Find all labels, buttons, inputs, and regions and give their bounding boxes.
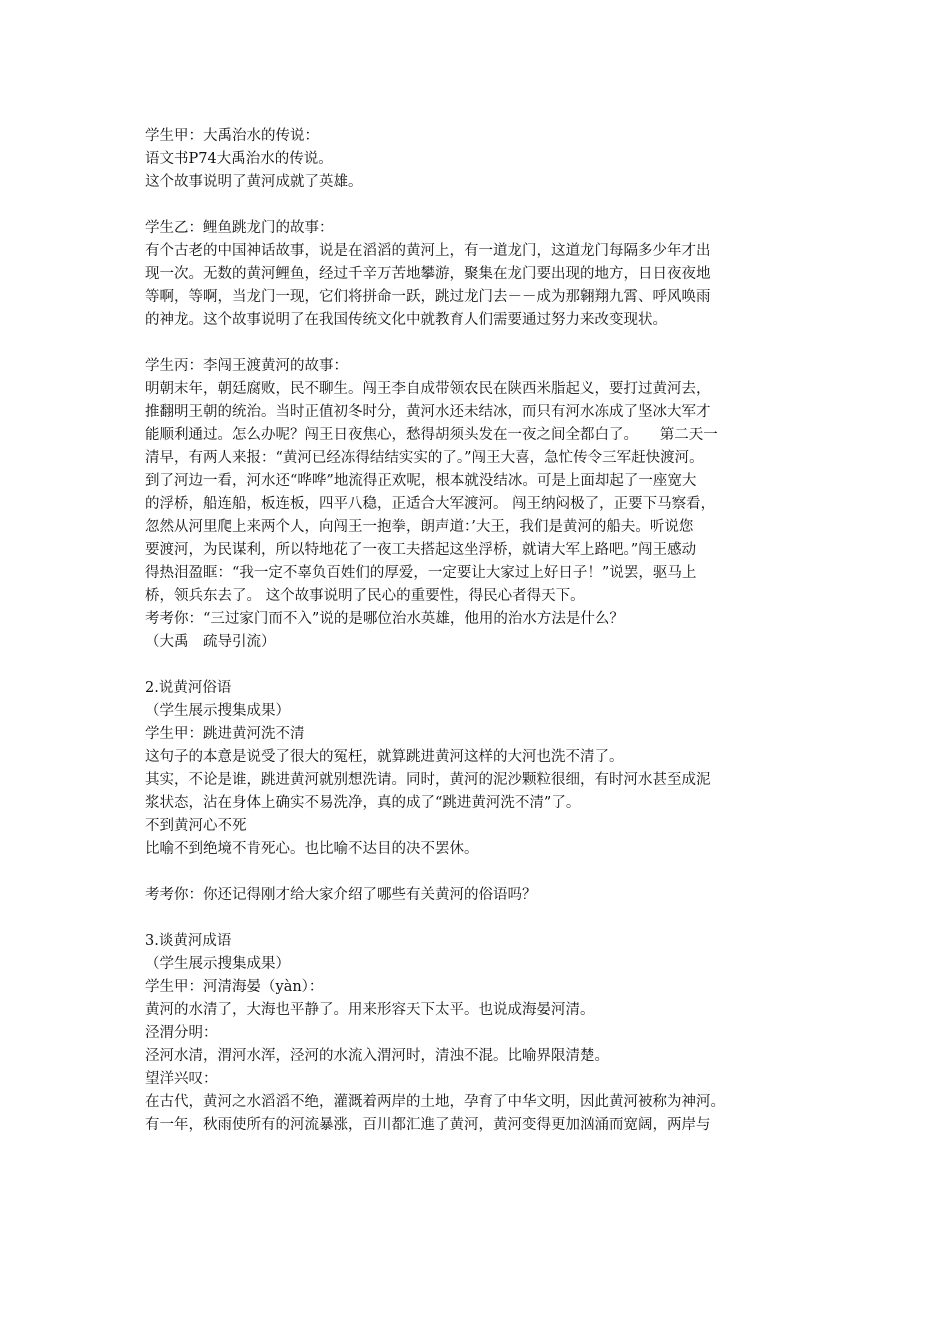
text-line: 比喻不到绝境不肯死心。也比喻不达目的决不罢休。 (145, 841, 479, 857)
text-line: 学生乙：鲤鱼跳龙门的故事： (145, 220, 334, 236)
text-line: 2.说黄河俗语 (145, 680, 232, 696)
text-line: 推翻明王朝的统治。当时正值初冬时分，黄河水还未结冰，而只有河水冻成了坚冰大军才 (145, 404, 711, 420)
text-line: 有一年，秋雨使所有的河流暴涨，百川都汇進了黄河，黄河变得更加汹涌而宽阔，两岸与 (145, 1117, 711, 1133)
text-line: 这句子的本意是说受了很大的冤枉，就算跳进黄河这样的大河也洗不清了。 (145, 749, 624, 765)
text-line: 等啊，等啊，当龙门一现，它们将拼命一跃，跳过龙门去－－成为那翱翔九霄、呼风唤雨 (145, 289, 711, 305)
text-line: 望洋兴叹： (145, 1071, 218, 1087)
text-line: 其实，不论是谁，跳进黄河就别想洗请。同时，黄河的泥沙颗粒很细，有时河水甚至成泥 (145, 772, 711, 788)
text-line: 不到黄河心不死 (145, 818, 247, 834)
text-line: 清早，有两人来报：“黄河已经冻得结结实实的了。”闯王大喜，急忙传令三军赶快渡河。 (145, 450, 704, 466)
paragraph-gap (145, 194, 815, 217)
text-line: 语文书P74大禹治水的传说。 (145, 151, 333, 167)
text-line: 忽然从河里爬上来两个人，向闯王一抱拳，朗声道：’大王，我们是黄河的船夫。听说您 (145, 519, 694, 535)
text-line: 能顺利通过。怎么办呢？闯王日夜焦心，愁得胡须头发在一夜之间全都白了。 第二天一 (145, 427, 718, 443)
paragraph-gap (145, 654, 815, 677)
text-line: 有个古老的中国神话故事，说是在滔滔的黄河上，有一道龙门，这道龙门每隔多少年才出 (145, 243, 711, 259)
paragraph-gap (145, 907, 815, 930)
text-line: 学生甲：大禹治水的传说： (145, 128, 319, 144)
text-line: 3.谈黄河成语 (145, 933, 232, 949)
text-line: 要渡河，为民谋利，所以特地花了一夜工夫搭起这坐浮桥，就请大军上路吧。”闯王感动 (145, 542, 697, 558)
text-line: 泾河水清，渭河水浑，泾河的水流入渭河时，清浊不混。比喻界限清楚。 (145, 1048, 609, 1064)
paragraph-gap (145, 861, 815, 884)
text-line: 的浮桥，船连船，板连板，四平八稳，正适合大军渡河。 闯王纳闷极了，正要下马察看， (145, 496, 716, 512)
text-line: 得热泪盈眶：“我一定不辜负百姓们的厚爱，一定要让大家过上好日子！”说罢，驱马上 (145, 565, 697, 581)
text-line: 桥，领兵东去了。 这个故事说明了民心的重要性，得民心者得天下。 (145, 588, 585, 604)
text-line: （大禹 疏导引流） (145, 634, 276, 650)
text-line: 浆状态，沾在身体上确实不易洗净，真的成了“跳进黄河洗不清”了。 (145, 795, 581, 811)
text-line: 考考你：“三过家门而不入”说的是哪位治水英雄，他用的治水方法是什么？ (145, 611, 624, 627)
text-line: 现一次。无数的黄河鲤鱼，经过千辛万苦地攀游，聚集在龙门要出现的地方，日日夜夜地 (145, 266, 711, 282)
text-line: 的神龙。这个故事说明了在我国传统文化中就教育人们需要通过努力来改变现状。 (145, 312, 667, 328)
text-line: 到了河边一看，河水还“哗哗”地流得正欢呢，根本就没结冰。可是上面却起了一座宽大 (145, 473, 697, 489)
document-body (145, 125, 815, 1137)
text-line: 这个故事说明了黄河成就了英雄。 (145, 174, 363, 190)
text-line: 明朝末年，朝廷腐败，民不聊生。闯王李自成带领农民在陕西米脂起义，要打过黄河去， (145, 381, 711, 397)
text-line: （学生展示搜集成果） (145, 956, 290, 972)
text-line: （学生展示搜集成果） (145, 703, 290, 719)
text-line: 学生甲：跳进黄河洗不清 (145, 726, 305, 742)
text-line: 泾渭分明： (145, 1025, 218, 1041)
paragraph-gap (145, 332, 815, 355)
text-line: 学生丙：李闯王渡黄河的故事： (145, 358, 348, 374)
text-line: 黄河的水清了，大海也平静了。用来形容天下太平。也说成海晏河清。 (145, 1002, 595, 1018)
text-line: 在古代，黄河之水滔滔不绝，灌溉着两岸的土地，孕育了中华文明，因此黄河被称为神河。 (145, 1094, 725, 1110)
text-line: 学生甲：河清海晏（yàn）： (145, 979, 324, 995)
text-line: 考考你：你还记得刚才给大家介绍了哪些有关黄河的俗语吗？ (145, 887, 537, 903)
